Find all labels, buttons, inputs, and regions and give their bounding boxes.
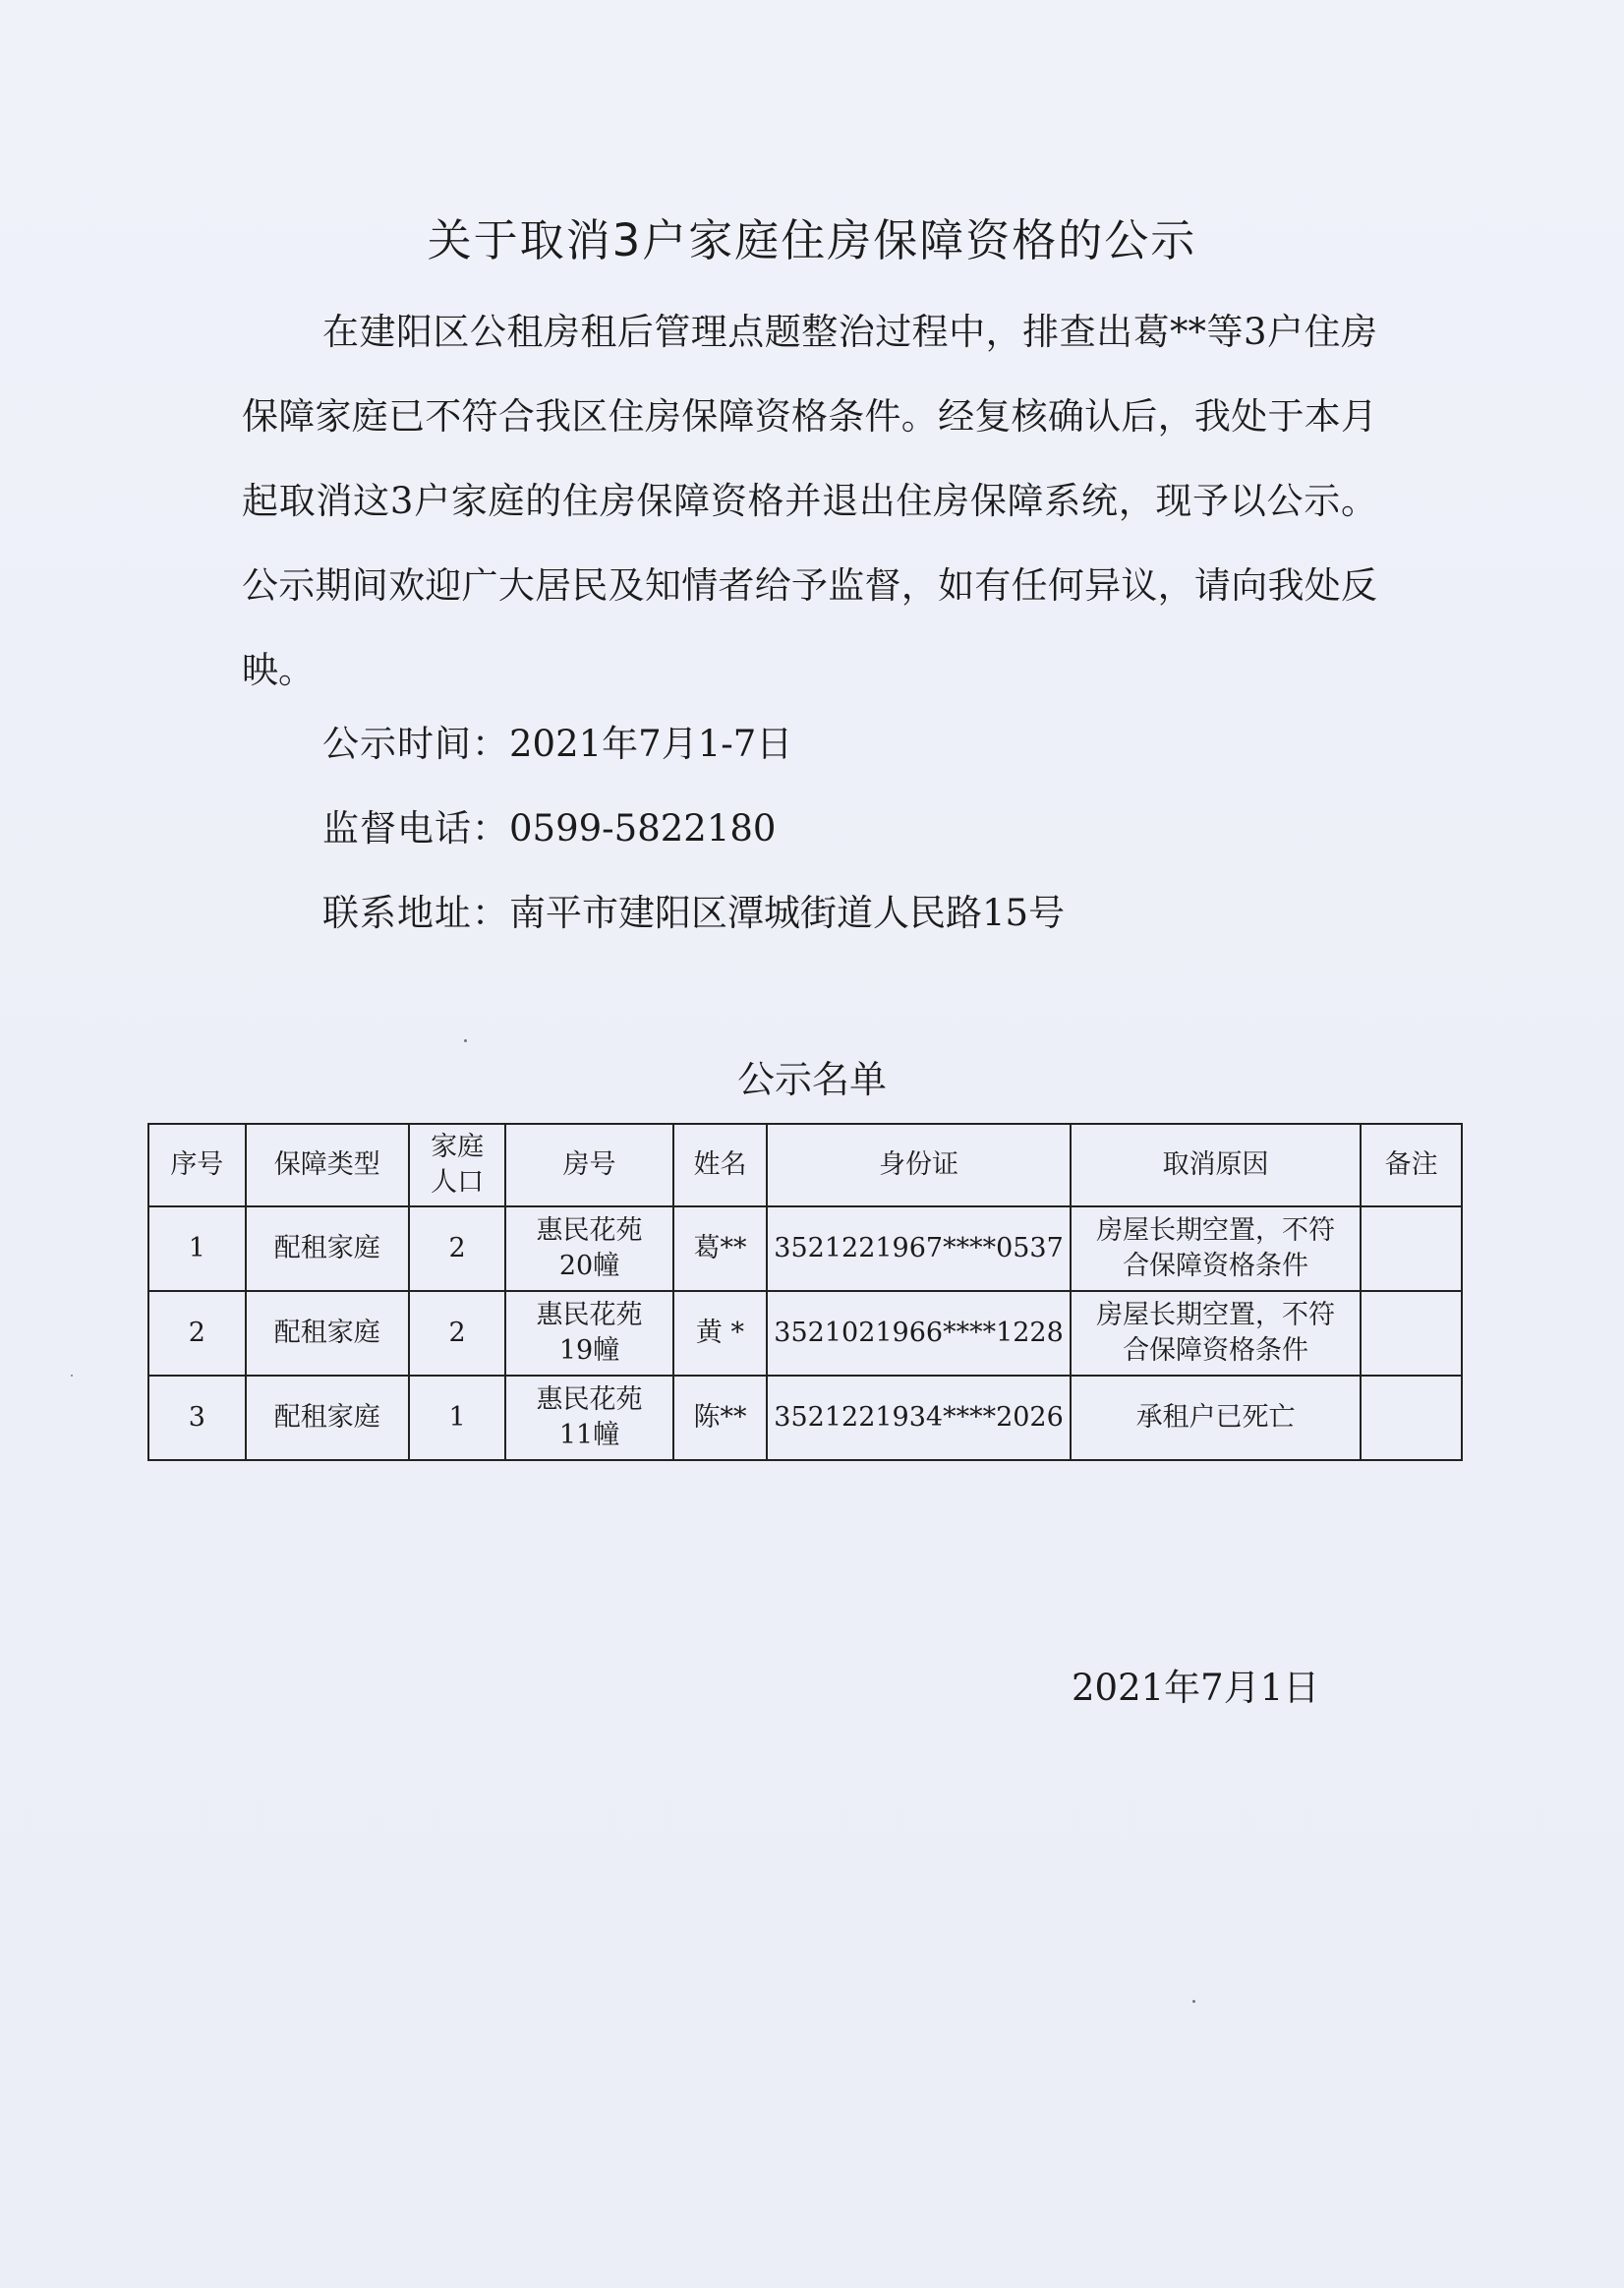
period-value: 2021年7月1-7日 xyxy=(509,723,793,765)
period-label: 公示时间： xyxy=(322,723,509,765)
document-title: 关于取消3户家庭住房保障资格的公示 xyxy=(427,214,1197,266)
cell-members: 1 xyxy=(409,1376,506,1460)
cell-note xyxy=(1361,1376,1462,1460)
address-value: 南平市建阳区潭城街道人民路15号 xyxy=(509,892,1066,934)
cell-id: 3521221967****0537 xyxy=(767,1206,1071,1291)
cell-name: 陈** xyxy=(673,1376,768,1460)
header-reason: 取消原因 xyxy=(1071,1124,1362,1206)
cell-name: 葛** xyxy=(673,1206,768,1291)
cell-room-line2: 11幢 xyxy=(558,1420,620,1450)
cell-members: 2 xyxy=(409,1291,506,1376)
cell-reason-line1: 承租户已死亡 xyxy=(1135,1402,1296,1433)
cell-reason xyxy=(1071,1206,1362,1291)
cell-seq: 3 xyxy=(148,1376,246,1460)
header-members-line2: 人口 xyxy=(431,1167,485,1198)
table-row xyxy=(148,1291,1462,1376)
header-members-line1: 家庭 xyxy=(431,1132,485,1162)
cell-note xyxy=(1361,1291,1462,1376)
cell-room-line2: 19幢 xyxy=(558,1335,620,1366)
scan-speck xyxy=(71,1375,73,1377)
phone-line xyxy=(322,804,776,853)
scan-speck xyxy=(464,1039,467,1042)
cell-note xyxy=(1361,1206,1462,1291)
cell-room-line1: 惠民花苑 xyxy=(536,1300,643,1330)
header-type: 保障类型 xyxy=(246,1124,409,1206)
cell-room xyxy=(505,1206,672,1291)
cell-room-line1: 惠民花苑 xyxy=(536,1384,643,1415)
cell-name: 黄 * xyxy=(673,1291,768,1376)
cell-room-line1: 惠民花苑 xyxy=(536,1215,643,1246)
header-name: 姓名 xyxy=(673,1124,768,1206)
header-seq: 序号 xyxy=(148,1124,246,1206)
header-members xyxy=(409,1124,506,1206)
scan-speck xyxy=(1192,2000,1195,2003)
phone-value: 0599-5822180 xyxy=(509,807,777,850)
cell-type: 配租家庭 xyxy=(246,1291,409,1376)
header-room: 房号 xyxy=(505,1124,672,1206)
phone-label: 监督电话： xyxy=(322,807,509,850)
header-note: 备注 xyxy=(1361,1124,1462,1206)
cell-seq: 2 xyxy=(148,1291,246,1376)
cell-reason-line2: 合保障资格条件 xyxy=(1123,1251,1309,1281)
cell-reason xyxy=(1071,1291,1362,1376)
cell-reason-line1: 房屋长期空置，不符 xyxy=(1096,1215,1336,1246)
roster-table xyxy=(147,1123,1463,1461)
cell-reason-line1: 房屋长期空置，不符 xyxy=(1096,1300,1336,1330)
cell-type: 配租家庭 xyxy=(246,1206,409,1291)
table-row xyxy=(148,1206,1462,1291)
cell-room xyxy=(505,1376,672,1460)
period-line xyxy=(322,720,792,769)
cell-room xyxy=(505,1291,672,1376)
cell-type: 配租家庭 xyxy=(246,1376,409,1460)
table-header-row xyxy=(148,1124,1462,1206)
cell-room-line2: 20幢 xyxy=(558,1251,620,1281)
cell-reason-line2: 合保障资格条件 xyxy=(1123,1335,1309,1366)
list-title: 公示名单 xyxy=(736,1058,887,1101)
document-date: 2021年7月1日 xyxy=(1072,1667,1320,1709)
body-paragraph: 在建阳区公租房租后管理点题整治过程中，排查出葛**等3户住房保障家庭已不符合我区住房保障资格条件。经复核确认后，我处于本月起取消这3户家庭的住房保障资格并退出住房保障系统，现予以公示。公示期间欢迎广大居民及知情者给予监督，如有任何异议，请向我处反映。 xyxy=(242,311,1377,691)
cell-id: 3521021966****1228 xyxy=(767,1291,1071,1376)
header-id: 身份证 xyxy=(767,1124,1071,1206)
address-line xyxy=(322,889,1065,938)
cell-members: 2 xyxy=(409,1206,506,1291)
cell-reason xyxy=(1071,1376,1362,1460)
cell-id: 3521221934****2026 xyxy=(767,1376,1071,1460)
cell-seq: 1 xyxy=(148,1206,246,1291)
address-label: 联系地址： xyxy=(322,892,509,934)
table-row xyxy=(148,1376,1462,1460)
